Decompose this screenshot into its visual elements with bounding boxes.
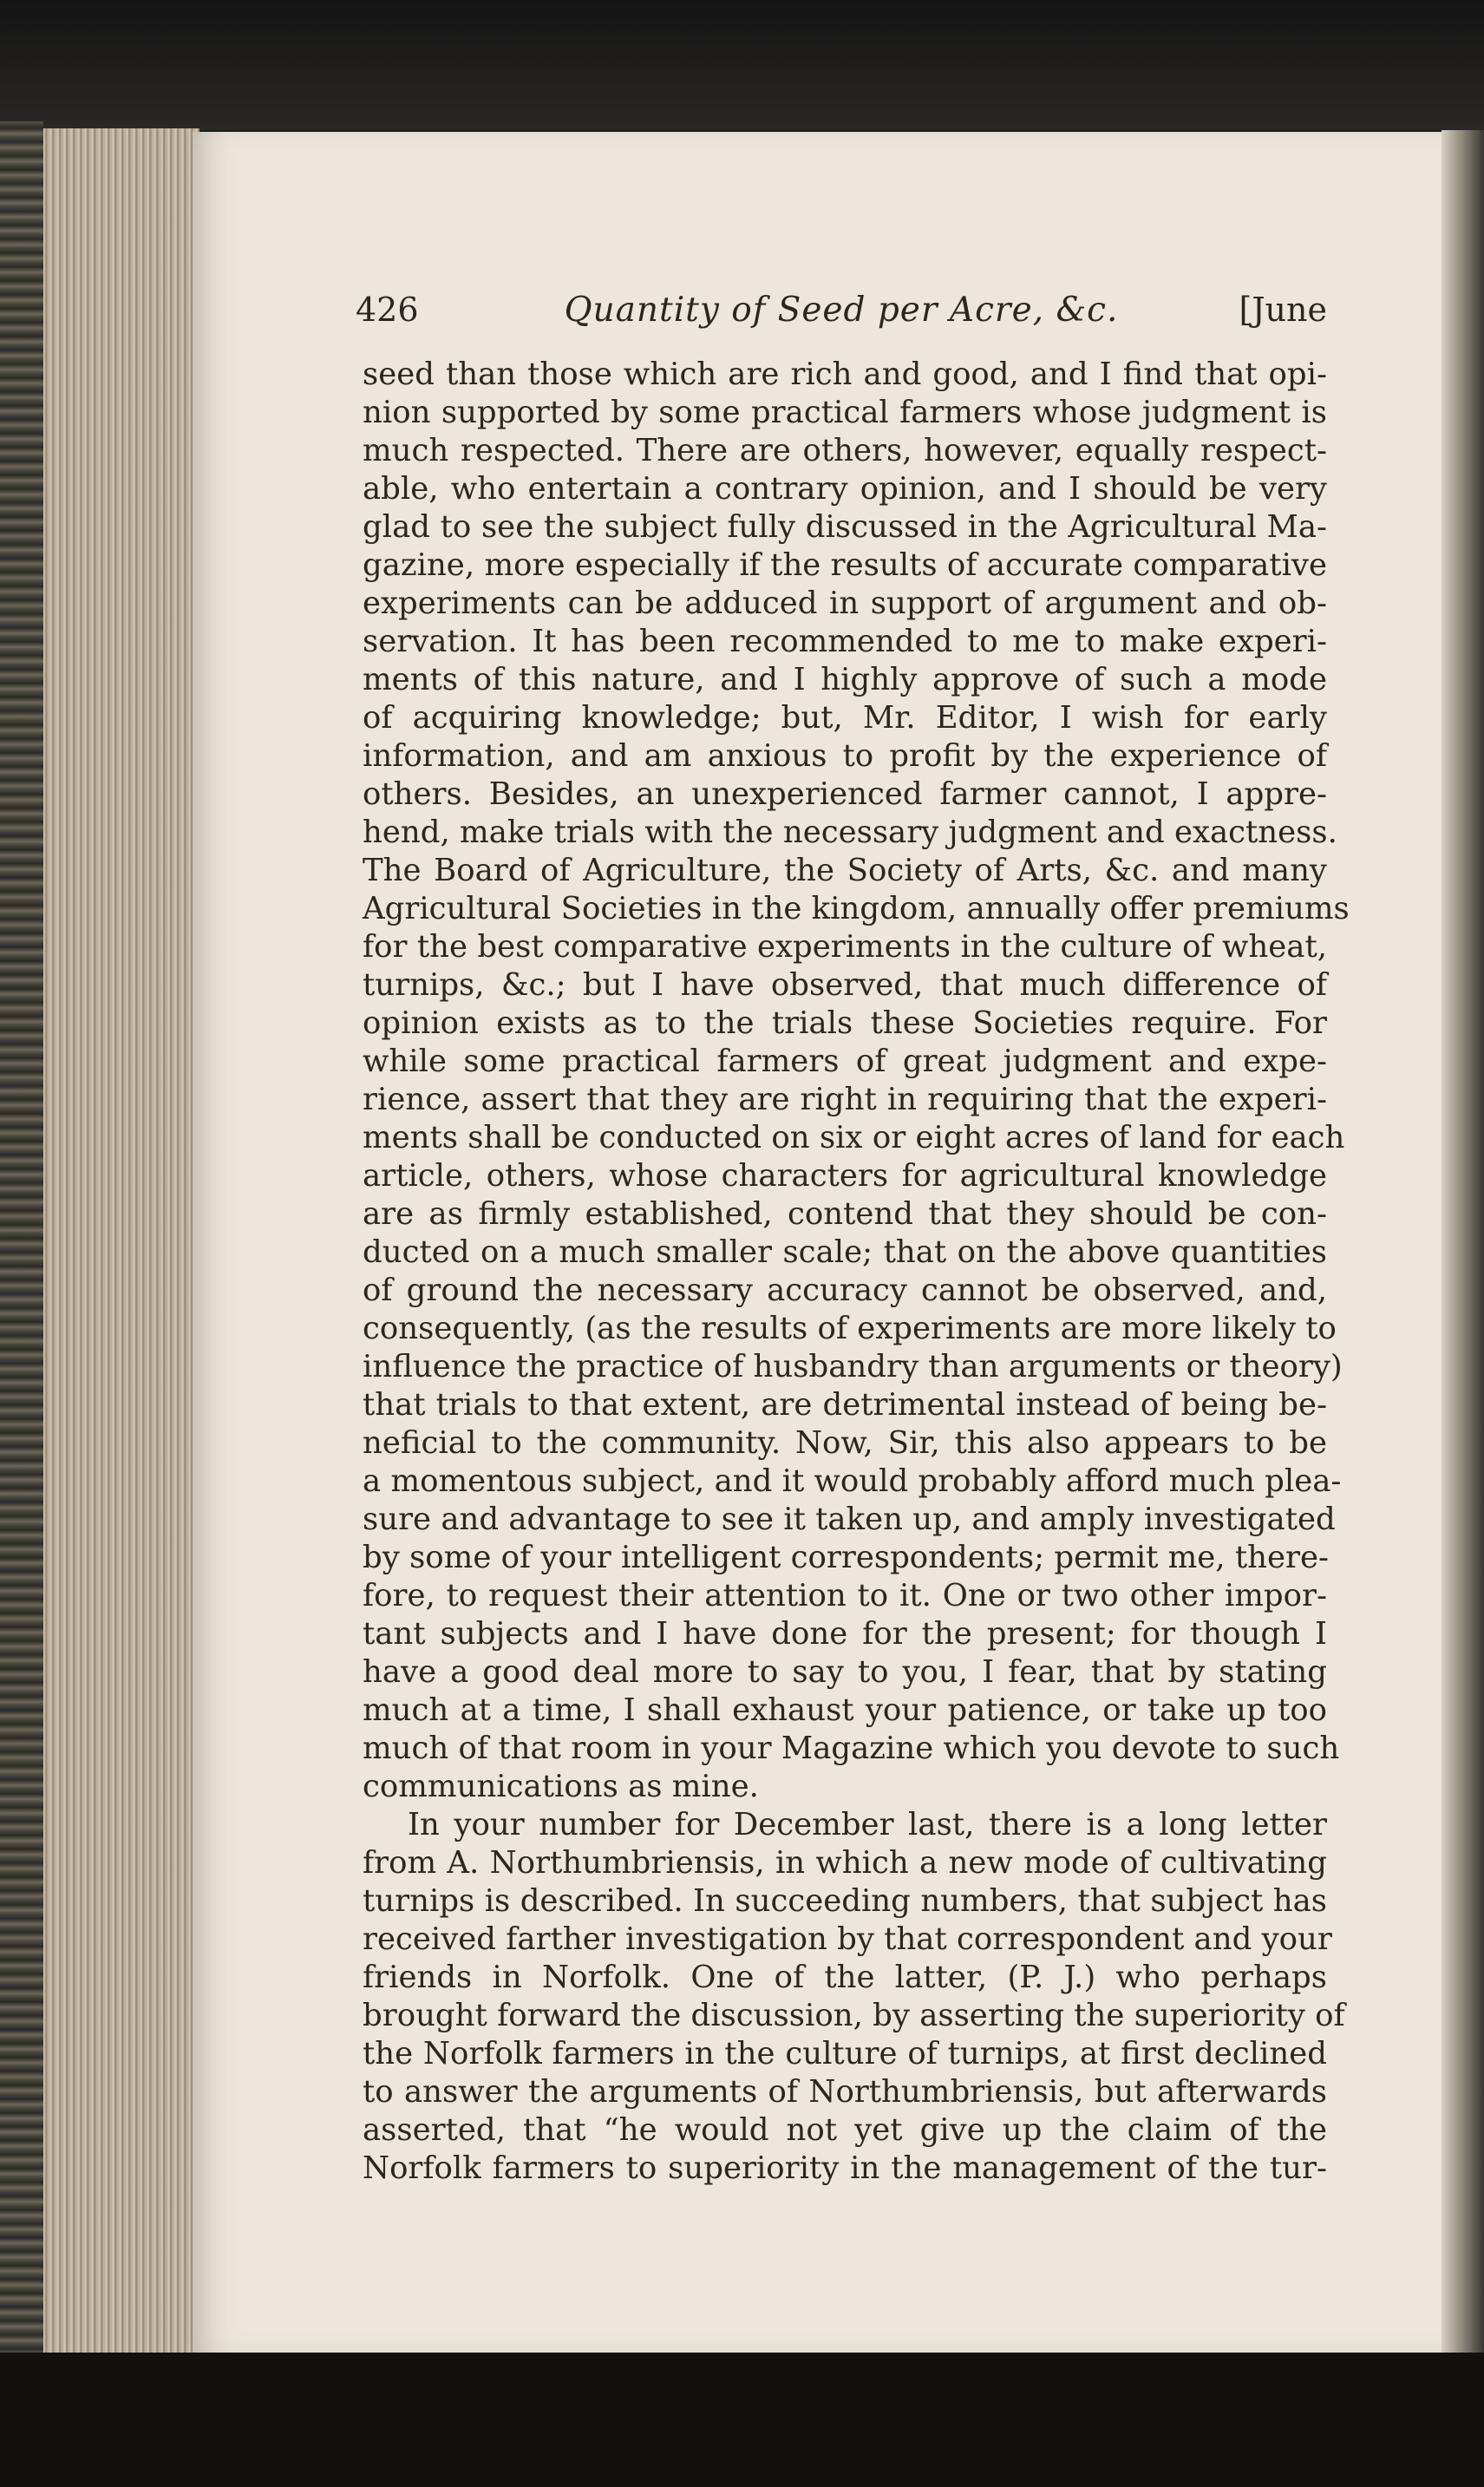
running-title: Quantity of Seed per Acre, &c. xyxy=(564,291,1119,330)
text-line: Norfolk farmers to superiority in the management of the tur- xyxy=(363,2150,1327,2186)
text-line: of ground the necessary accuracy cannot be observed, and, xyxy=(363,1273,1327,1308)
text-line: much respected. There are others, however, equally respect- xyxy=(363,433,1327,468)
text-line: much at a time, I shall exhaust your patience, or take up too xyxy=(363,1692,1327,1728)
text-line: The Board of Agriculture, the Society of Arts, &c. and many xyxy=(363,853,1327,888)
text-line: gazine, more especially if the results of accurate comparative xyxy=(363,547,1327,583)
page-header xyxy=(356,291,1327,343)
text-line: have a good deal more to say to you, I fear, that by stating xyxy=(363,1654,1327,1690)
text-line: rience, assert that they are right in requiring that the experi- xyxy=(363,1082,1327,1117)
text-line: to answer the arguments of Northumbriensis, but afterwards xyxy=(363,2074,1327,2110)
text-line: influence the practice of husbandry than arguments or theory) xyxy=(363,1349,1343,1384)
text-line: by some of your intelligent correspondents; permit me, there- xyxy=(363,1540,1329,1575)
text-line: asserted, that “he would not yet give up the claim of the xyxy=(363,2112,1327,2148)
text-line: are as firmly established, contend that they should be con- xyxy=(363,1196,1327,1232)
text-line: the Norfolk farmers in the culture of turnips, at first declined xyxy=(363,2036,1327,2071)
text-line: others. Besides, an unexperienced farmer cannot, I appre- xyxy=(363,776,1327,812)
text-line: glad to see the subject fully discussed in the Agricultural Ma- xyxy=(363,509,1327,545)
text-line: neficial to the community. Now, Sir, this also appears to be xyxy=(363,1425,1327,1461)
text-line: opinion exists as to the trials these Societies require. For xyxy=(363,1005,1327,1041)
text-line: tant subjects and I have done for the present; for though I xyxy=(363,1616,1327,1652)
text-line: able, who entertain a contrary opinion, and I should be very xyxy=(363,471,1327,507)
text-line: Agricultural Societies in the kingdom, annually offer premiums xyxy=(363,891,1350,926)
text-line: ments shall be conducted on six or eight acres of land for each xyxy=(363,1120,1345,1155)
text-line: consequently, (as the results of experiments are more likely to xyxy=(363,1311,1337,1346)
text-line: article, others, whose characters for agricultural knowledge xyxy=(363,1158,1327,1194)
text-line: ducted on a much smaller scale; that on the above quantities xyxy=(363,1234,1327,1270)
text-line: information, and am anxious to profit by the experience of xyxy=(363,738,1327,774)
text-line: fore, to request their attention to it. One or two other impor- xyxy=(363,1578,1327,1613)
book-cover-edge xyxy=(0,121,43,2377)
text-line: much of that room in your Magazine which you devote to such xyxy=(363,1731,1340,1766)
right-page-edge xyxy=(1442,130,1484,2359)
text-line: hend, make trials with the necessary judgment and exactness. xyxy=(363,815,1337,850)
text-line: sure and advantage to see it taken up, and amply investigated xyxy=(363,1502,1336,1537)
text-line: seed than those which are rich and good, and I find that opi- xyxy=(363,357,1327,392)
text-line: turnips is described. In succeeding numbers, that subject has xyxy=(363,1883,1327,1919)
text-line: experiments can be adduced in support of argument and ob- xyxy=(363,586,1327,621)
text-line: nion supported by some practical farmers whose judgment is xyxy=(363,395,1327,430)
top-background xyxy=(0,0,1484,130)
text-line: a momentous subject, and it would probably afford much plea- xyxy=(363,1463,1342,1499)
text-line: of acquiring knowledge; but, Mr. Editor, I wish for early xyxy=(363,700,1327,736)
text-line: servation. It has been recommended to me to make experi- xyxy=(363,624,1327,659)
text-line: that trials to that extent, are detrimental instead of being be- xyxy=(363,1387,1327,1423)
text-line: for the best comparative experiments in the culture of wheat, xyxy=(363,929,1327,965)
text-line: from A. Northumbriensis, in which a new mode of cultivating xyxy=(363,1845,1327,1881)
text-line: friends in Norfolk. One of the latter, (P. J.) who perhaps xyxy=(363,1960,1327,1995)
page-number: 426 xyxy=(356,291,419,329)
text-line: received farther investigation by that correspondent and your xyxy=(363,1921,1332,1957)
body-text xyxy=(363,356,1350,2188)
text-line: while some practical farmers of great judgment and expe- xyxy=(363,1044,1327,1079)
text-line: ments of this nature, and I highly approve of such a mode xyxy=(363,662,1327,697)
text-line: In your number for December last, there is a long letter xyxy=(408,1807,1327,1842)
running-date: [June xyxy=(1239,291,1327,329)
text-line: brought forward the discussion, by asserting the superiority of xyxy=(363,1998,1345,2033)
text-line: turnips, &c.; but I have observed, that much difference of xyxy=(363,967,1327,1003)
bottom-background xyxy=(0,2353,1484,2487)
text-line: communications as mine. xyxy=(363,1769,759,1804)
